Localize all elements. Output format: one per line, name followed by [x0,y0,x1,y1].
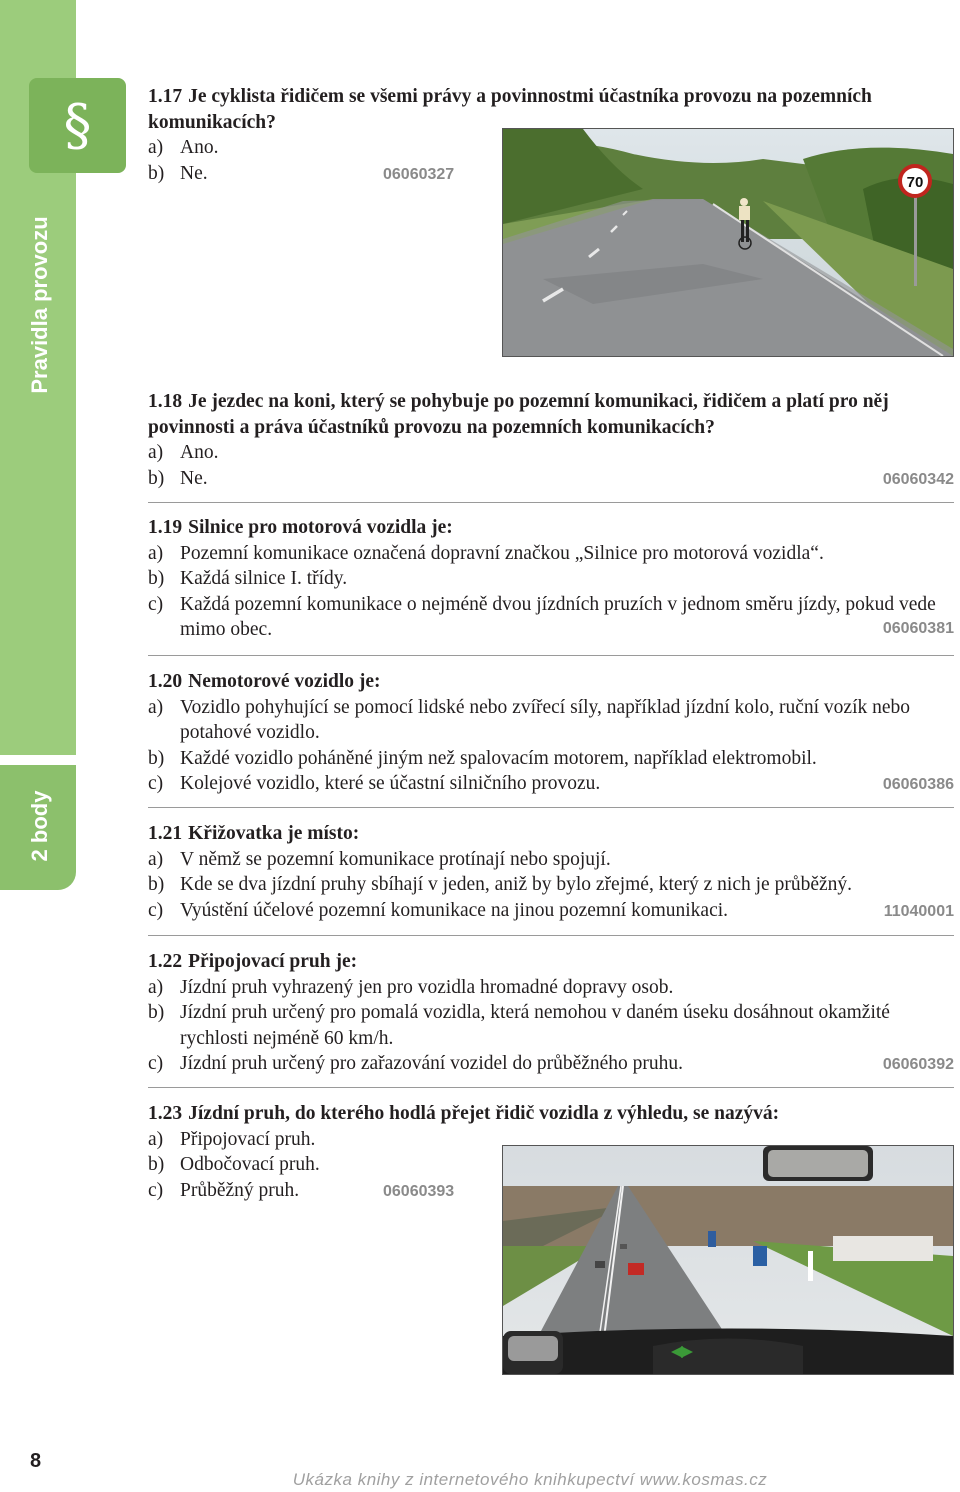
question-code: 11040001 [883,902,954,920]
answer-option: b) Ne. 06060327 [148,161,948,187]
answer-option: c) Průběžný pruh. 06060393 [148,1178,954,1204]
answer-option: b) Každé vozidlo poháněné jiným než spalovacím motorem, například elektromobil. [148,747,817,769]
answer-option: c) Kolejové vozidlo, které se účastní silničního provozu. 06060386 [148,771,954,797]
question-text: Připojovací pruh je: [188,951,358,972]
answer-option: b) Odbočovací pruh. [148,1154,320,1175]
question-text: Je jezdec na koni, který se pohybuje po pozemní komunikaci, řidičem a platí pro něj povinnosti a práva účastníků provozu na pozemních komunikacích? [148,391,889,438]
question-number: 1.22 [148,951,183,972]
answer-option: b) Kde se dva jízdní pruhy sbíhají v jeden, aniž by bylo zřejmé, který z nich je průběžný. [148,874,852,895]
points-label: 2 body [27,790,52,862]
question-text: Křižovatka je místo: [188,823,360,844]
question-1-20 [148,669,954,797]
speed-limit-sign-text: 70 [906,174,924,191]
question-1-22 [148,949,954,1077]
question-text: Jízdní pruh, do kterého hodlá přejet řidič vozidla z výhledu, se nazývá: [188,1103,780,1124]
answer-option: a) Vozidlo pohyhující se pomocí lidské nebo zvířecí síly, například jízdní kolo, ruční vozík nebo potahové vozidlo. [148,696,911,743]
question-title [148,669,954,695]
question-1-21 [148,821,954,923]
answer-option: a) Připojovací pruh. [148,1128,316,1150]
answer-option: a) Jízdní pruh vyhrazený jen pro vozidla hromadné dopravy osob. [148,976,674,998]
cyclist-road-photo [502,128,954,357]
windshield-view-photo [502,1145,954,1375]
question-number: 1.18 [148,391,183,412]
question-text: Silnice pro motorová vozidla je: [188,517,453,538]
question-title [148,515,954,541]
answer-option: c) Vyústění účelové pozemní komunikace na jinou pozemní komunikaci. 11040001 [148,898,954,924]
question-title [148,949,954,975]
question-number: 1.17 [148,86,183,107]
section-symbol-icon: § [63,92,92,158]
answer-option: a) V němž se pozemní komunikace protínají nebo spojují. [148,848,611,870]
question-number: 1.23 [148,1103,183,1124]
separator [148,935,954,936]
answer-option: a) Ano. [148,137,219,158]
answer-option: b) Jízdní pruh určený pro pomalá vozidla, která nemohou v daném úseku dosáhnout okamžité rychlosti nejméně 60 km/h. [148,1002,890,1049]
question-title [148,1101,954,1127]
question-code: 06060327 [383,165,455,183]
question-number: 1.21 [148,823,183,844]
question-title [148,389,954,440]
question-number: 1.19 [148,517,183,538]
question-code: 06060393 [383,1182,455,1200]
question-text: Nemotorové vozidlo je: [188,671,381,692]
question-title [148,821,954,847]
separator [148,807,954,808]
question-code: 06060392 [882,1056,954,1073]
section-symbol-box [29,78,126,173]
question-number: 1.20 [148,671,183,692]
answer-option: a) Pozemní komunikace označená dopravní značkou „Silnice pro motorová vozidla“. [148,542,824,564]
answer-option: c) Jízdní pruh určený pro zařazování vozidel do průběžného pruhu. 06060392 [148,1051,954,1077]
answer-option: c) Každá pozemní komunikace o nejméně dvou jízdních pruzích v jednom směru jízdy, pokud vede mimo obec. 06060381 [148,593,954,640]
question-1-19 [148,515,954,643]
question-code: 06060381 [882,620,954,637]
answer-option: a) Ano. [148,442,219,463]
separator [148,655,954,656]
answer-option: b) Každá silnice I. třídy. [148,568,348,589]
chapter-title: Pravidla provozu [27,216,52,394]
separator [148,1087,954,1088]
page-number: 8 [30,1450,42,1472]
question-1-18 [148,389,954,491]
question-text: Je cyklista řidičem se všemi právy a povinnostmi účastníka provozu na pozemních komunikacích? [148,86,872,133]
answer-option: b) Ne. 06060342 [148,466,954,492]
question-code: 06060342 [882,470,954,488]
footer-watermark: Ukázka knihy z internetového knihkupectví www.kosmas.cz [292,1470,768,1489]
separator [148,502,954,503]
sidebar-gap [0,755,76,765]
question-code: 06060386 [882,776,954,793]
